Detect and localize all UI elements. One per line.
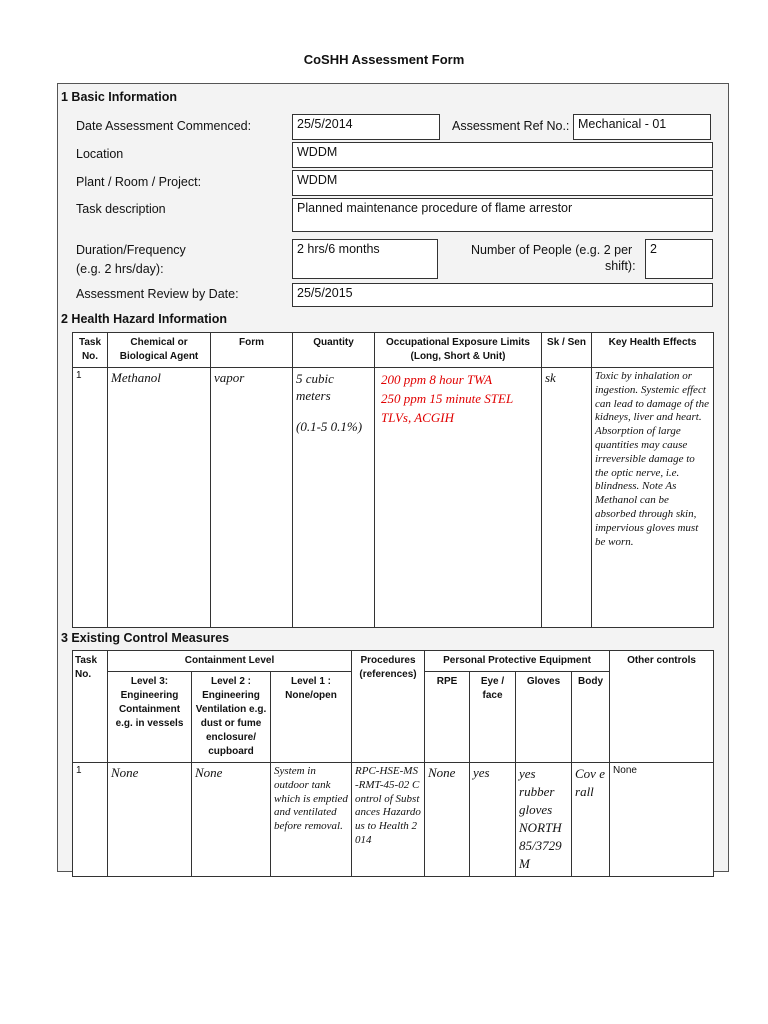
controls-header-task: Task No.: [73, 651, 108, 763]
duration-label: Duration/Frequency: [76, 243, 186, 257]
quantity-value: 5 cubic meters: [296, 371, 334, 403]
hazard-effects: Toxic by inhalation or ingestion. Systemic effect can lead to damage of the kidneys, liver and heart. Absorption of large quantities may cause irreversible damage to the optic nerve, i.e. blindness. Note As Methanol can be absorbed through skin, impervious gloves must be worn.: [592, 368, 714, 628]
duration-hint: (e.g. 2 hrs/day):: [76, 262, 164, 276]
controls-rpe: None: [425, 763, 470, 877]
quantity-range: (0.1-5 0.1%): [296, 419, 363, 434]
people-label: Number of People (e.g. 2 per: [471, 243, 633, 257]
controls-table: [72, 650, 714, 877]
review-field[interactable]: 25/5/2015: [292, 283, 713, 307]
controls-body: Cov erall: [572, 763, 610, 877]
controls-task-no: 1: [73, 763, 108, 877]
hazard-quantity: [293, 368, 375, 628]
hazard-header-cell: Key Health Effects: [592, 333, 714, 368]
duration-field[interactable]: 2 hrs/6 months: [292, 239, 438, 279]
controls-header-containment: Containment Level: [108, 651, 352, 672]
hazard-form: vapor: [211, 368, 293, 628]
section1-heading: 1 Basic Information: [61, 90, 177, 104]
date-label: Date Assessment Commenced:: [76, 119, 252, 133]
hazard-task-no: 1: [73, 368, 108, 628]
hazard-header-cell: Quantity: [293, 333, 375, 368]
section2-heading: 2 Health Hazard Information: [61, 312, 227, 326]
form-title: CoSHH Assessment Form: [303, 52, 465, 67]
controls-level1: System in outdoor tank which is emptied and ventilated before removal.: [271, 763, 352, 877]
controls-header-level1: Level 1 : None/open: [271, 672, 352, 763]
controls-header-procedures: Procedures (references): [352, 651, 425, 763]
controls-header-rpe: RPE: [425, 672, 470, 763]
hazard-header-cell: Sk / Sen: [542, 333, 592, 368]
controls-header-other: Other controls: [610, 651, 714, 763]
table-row: [73, 368, 714, 628]
controls-level2: None: [192, 763, 271, 877]
hazard-header-cell: Form: [211, 333, 293, 368]
hazard-header-cell: Occupational Exposure Limits (Long, Short & Unit): [375, 333, 542, 368]
people-field[interactable]: 2: [645, 239, 713, 279]
plant-label: Plant / Room / Project:: [76, 175, 202, 189]
plant-field[interactable]: WDDM: [292, 170, 713, 196]
ref-field[interactable]: Mechanical - 01: [573, 114, 711, 140]
task-label: Task description: [76, 202, 166, 216]
hazard-table: [72, 332, 714, 628]
controls-level3: None: [108, 763, 192, 877]
controls-gloves: yes rubber gloves NORTH 85/3729 M: [516, 763, 572, 877]
location-label: Location: [76, 147, 124, 161]
hazard-header-cell: Chemical or Biological Agent: [108, 333, 211, 368]
date-field[interactable]: 25/5/2014: [292, 114, 440, 140]
task-field[interactable]: Planned maintenance procedure of flame arrestor: [292, 198, 713, 232]
table-row: [73, 763, 714, 877]
controls-header-gloves: Gloves: [516, 672, 572, 763]
controls-header-row: [73, 651, 714, 672]
controls-header-level3: Level 3: Engineering Containment e.g. in vessels: [108, 672, 192, 763]
review-label: Assessment Review by Date:: [76, 287, 239, 301]
controls-eye: yes: [470, 763, 516, 877]
oel-stel: 250 ppm 15 minute STEL: [381, 391, 514, 406]
oel-source: TLVs, ACGIH: [381, 410, 454, 425]
controls-header-body: Body: [572, 672, 610, 763]
ref-label: Assessment Ref No.:: [452, 119, 570, 133]
controls-other: None: [610, 763, 714, 877]
hazard-sk-sen: sk: [542, 368, 592, 628]
hazard-oel: [375, 368, 542, 628]
hazard-header-cell: Task No.: [73, 333, 108, 368]
section3-heading: 3 Existing Control Measures: [61, 631, 230, 645]
controls-procedures: RPC-HSE-MS-RMT-45-02 Control of Substances Hazardous to Health 2014: [352, 763, 425, 877]
hazard-agent: Methanol: [108, 368, 211, 628]
oel-twa: 200 ppm 8 hour TWA: [381, 372, 493, 387]
controls-header-ppe: Personal Protective Equipment: [425, 651, 610, 672]
people-hint: shift):: [605, 259, 636, 273]
hazard-header-row: [73, 333, 714, 368]
location-field[interactable]: WDDM: [292, 142, 713, 168]
controls-header-level2: Level 2 : Engineering Ventilation e.g. dust or fume enclosure/ cupboard: [192, 672, 271, 763]
controls-header-eye: Eye / face: [470, 672, 516, 763]
